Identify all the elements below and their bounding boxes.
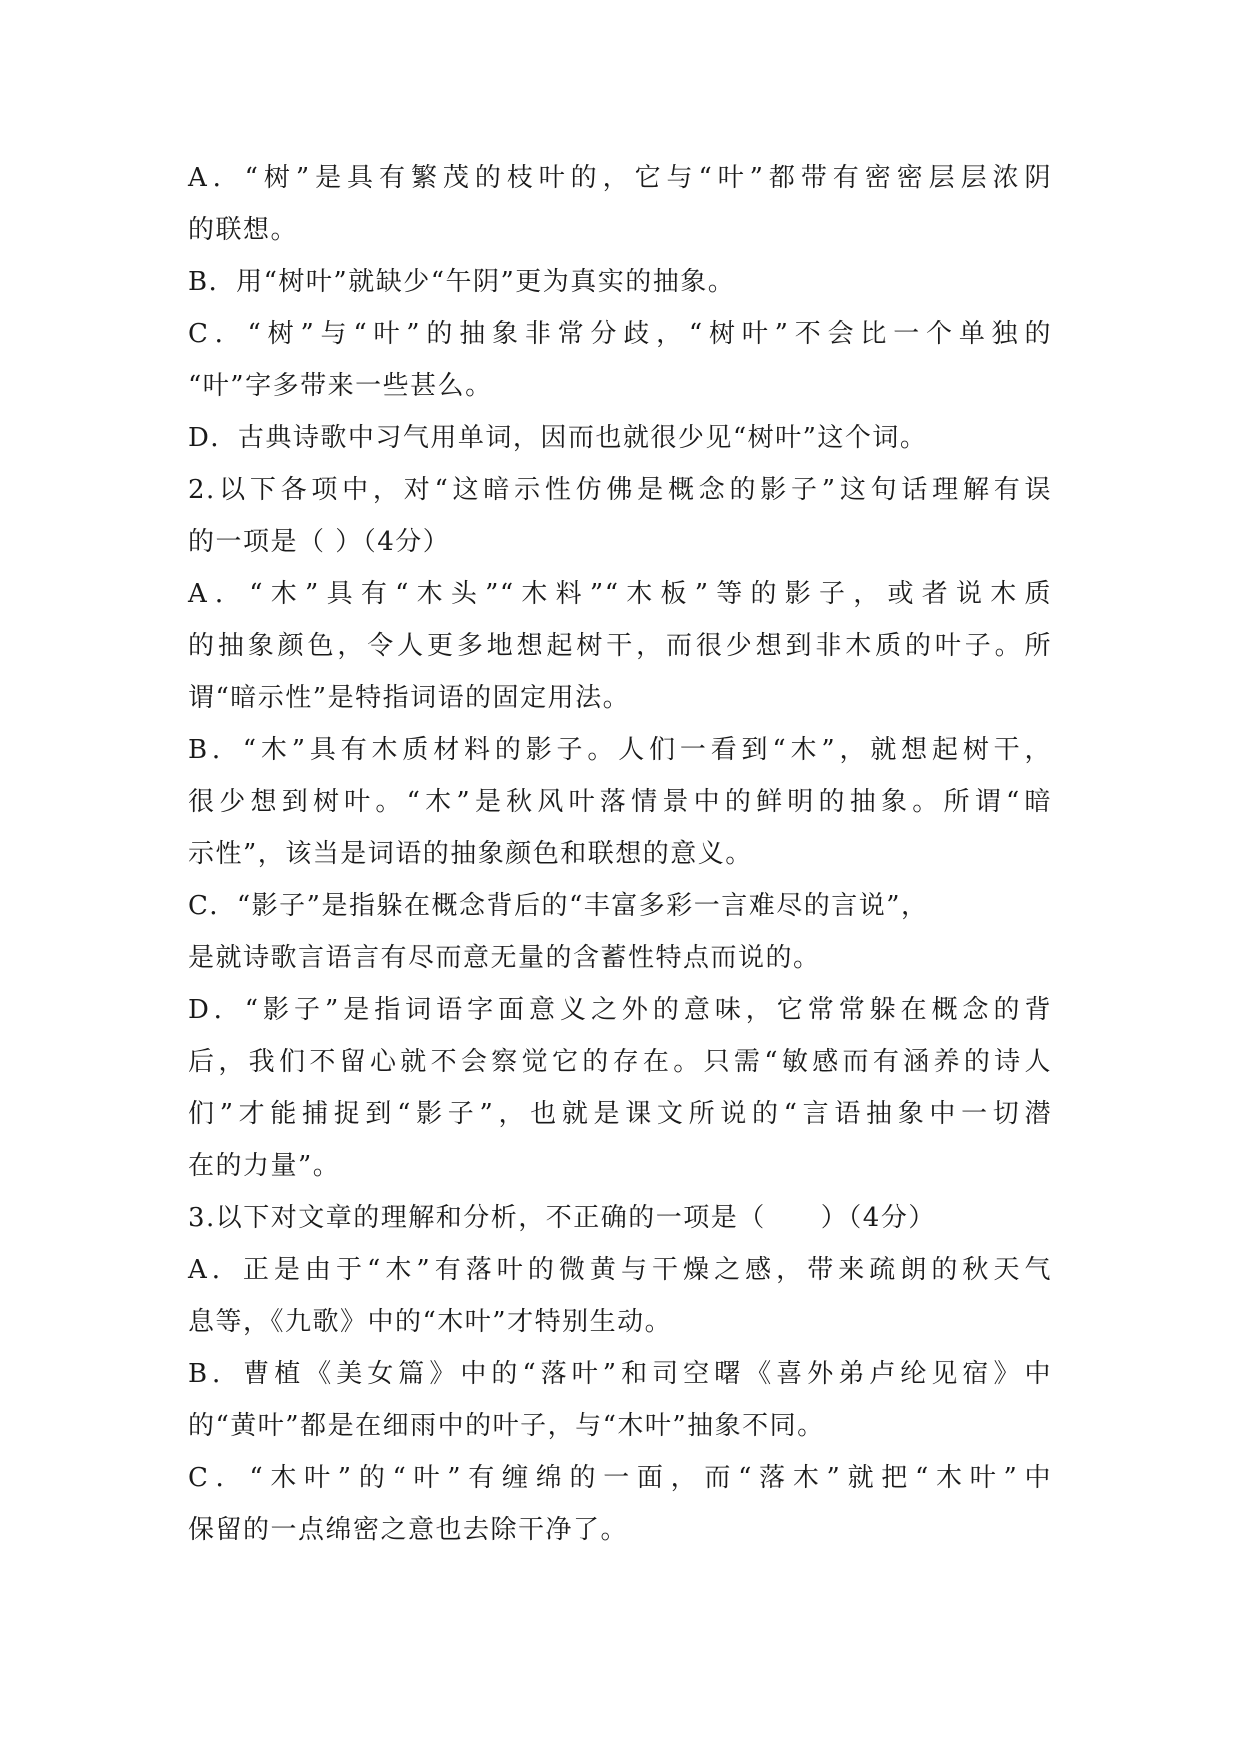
text-line: 的“黄叶”都是在细雨中的叶子，与“木叶”抽象不同。 <box>188 1411 825 1441</box>
q2-option-b <box>188 724 1058 880</box>
text-line: 3.以下对文章的理解和分析，不正确的一项是（ ）（4分） <box>188 1203 936 1233</box>
q2-option-a <box>188 568 1058 724</box>
text-line: A．正是由于“木”有落叶的微黄与干燥之感，带来疏朗的秋天气 <box>188 1255 1052 1285</box>
text-line: C．“木叶”的“叶”有缠绵的一面，而“落木”就把“木叶”中 <box>188 1463 1052 1493</box>
q3-option-b <box>188 1348 1058 1452</box>
text-line: D．古典诗歌中习气用单词，因而也就很少见“树叶”这个词。 <box>188 423 928 453</box>
q1-option-a <box>188 152 1058 256</box>
document-body <box>188 152 1058 1556</box>
q1-option-c <box>188 308 1058 412</box>
q2-option-d <box>188 984 1058 1192</box>
text-line: 息等，《九歌》中的“木叶”才特别生动。 <box>188 1307 673 1337</box>
text-line: 谓“暗示性”是特指词语的固定用法。 <box>188 683 631 713</box>
q2-option-c <box>188 880 1058 984</box>
q1-option-b <box>188 256 1058 308</box>
text-line: 是就诗歌言语言有尽而意无量的含蓄性特点而说的。 <box>188 943 821 973</box>
text-line: 们”才能捕捉到“影子”，也就是课文所说的“言语抽象中一切潜 <box>188 1099 1052 1129</box>
text-line: 很少想到树叶。“木”是秋风叶落情景中的鲜明的抽象。所谓“暗 <box>188 787 1052 817</box>
text-line: 的抽象颜色，令人更多地想起树干，而很少想到非木质的叶子。所 <box>188 631 1052 661</box>
q2-stem <box>188 464 1058 568</box>
q1-option-d <box>188 412 1058 464</box>
text-line: 的一项是（ ）（4分） <box>188 527 451 557</box>
q3-option-a <box>188 1244 1058 1348</box>
text-line: 示性”，该当是词语的抽象颜色和联想的意义。 <box>188 839 753 869</box>
text-line: B．“木”具有木质材料的影子。人们一看到“木”，就想起树干， <box>188 735 1052 765</box>
text-line: C．“树”与“叶”的抽象非常分歧，“树叶”不会比一个单独的 <box>188 319 1052 349</box>
text-line: 后，我们不留心就不会察觉它的存在。只需“敏感而有涵养的诗人 <box>188 1047 1052 1077</box>
text-line: D．“影子”是指词语字面意义之外的意味，它常常躲在概念的背 <box>188 995 1052 1025</box>
text-line: “叶”字多带来一些甚么。 <box>188 371 493 401</box>
text-line: 在的力量”。 <box>188 1151 341 1181</box>
text-line: 保留的一点绵密之意也去除干净了。 <box>188 1515 629 1545</box>
text-line: 2.以下各项中，对“这暗示性仿佛是概念的影子”这句话理解有误 <box>188 475 1052 505</box>
q3-option-c <box>188 1452 1058 1556</box>
text-line: 的联想。 <box>188 215 299 245</box>
text-line: A．“树”是具有繁茂的枝叶的，它与“叶”都带有密密层层浓阴 <box>188 163 1052 193</box>
q3-stem <box>188 1192 1058 1244</box>
text-line: A．“木”具有“木头”“木料”“木板”等的影子，或者说木质 <box>188 579 1052 609</box>
text-line: C．“影子”是指躲在概念背后的“丰富多彩一言难尽的言说”， <box>188 891 929 921</box>
text-line: B．用“树叶”就缺少“午阴”更为真实的抽象。 <box>188 267 736 297</box>
text-line: B．曹植《美女篇》中的“落叶”和司空曙《喜外弟卢纶见宿》中 <box>188 1359 1052 1389</box>
